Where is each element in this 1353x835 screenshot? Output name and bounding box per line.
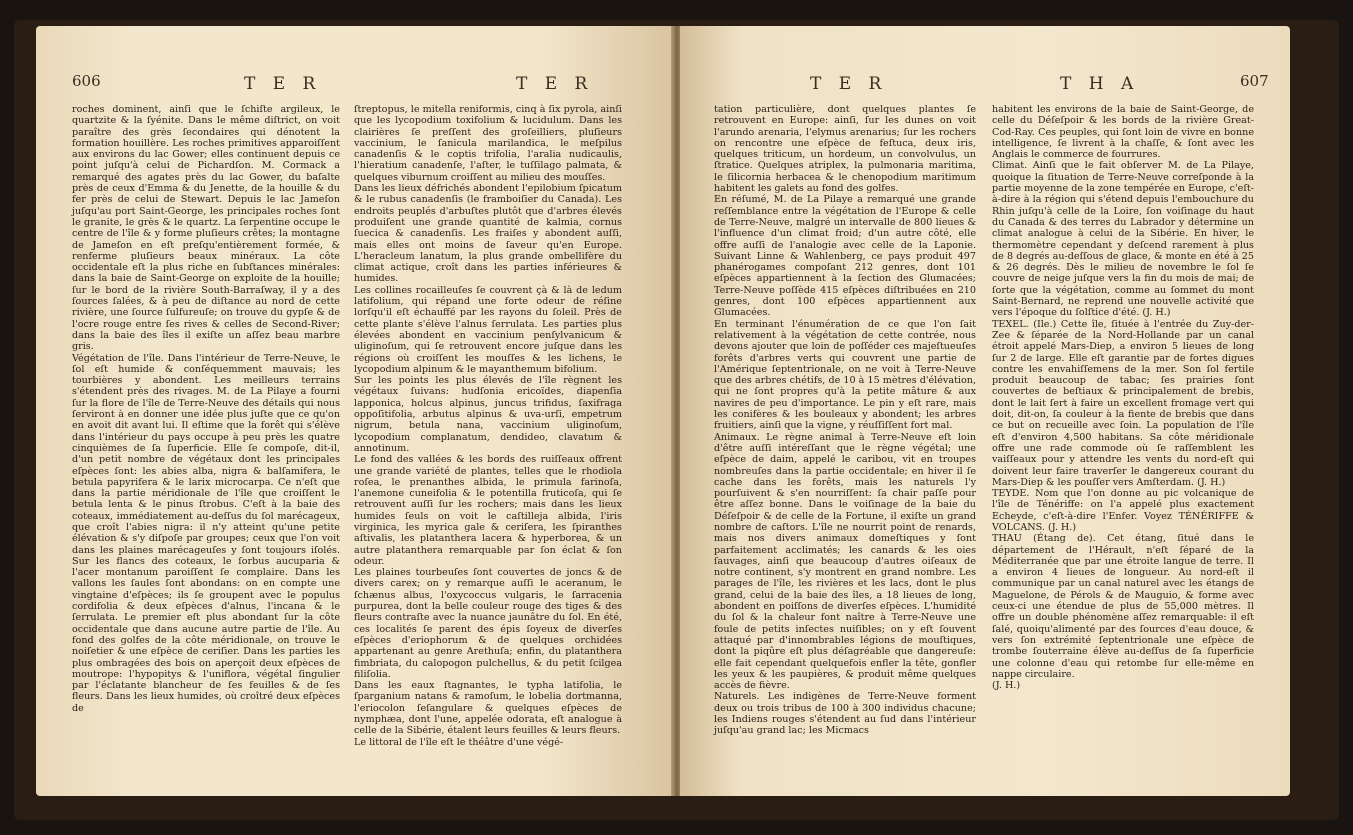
text-column-right-2: habitent les environs de la baie de Saint-George, de celle du Déſeſpoir & les bords de la rivière Great-Cod-Ray. Ces peuples, qui ſont loin de vivre en bonne intelligence, ſe livrent à la chaſſe, & ſont avec les Anglais le commerce de fourrures. Climat. Ainſi que le fait obſerver M. de La Pilaye, quoique la ſituation de Terre-Neuve correſponde à la partie moyenne de la zone tempérée en Europe, c'eſt-à-dire à la région qui s'étend depuis l'embouchure du Rhin juſqu'à celle de la Loire, ſon voiſinage du haut du Canada & des terres du Labrador y détermine un climat analogue à celui de la Sibérie. En hiver, le thermomètre cependant y deſcend rarement à plus de 8 degrés au-deſſous de glace, & monte en été à 25 & 26 degrés. Dès le milieu de novembre le ſol ſe couvre de neige juſque vers la fin du mois de mai; de ſorte que la végétation, comme au ſommet du mont Saint-Bernard, ne reprend une nouvelle activité que vers l'époque du ſolſtice d'été. (J. H.) TEXEL. (Ile.) Cette île, ſituée à l'entrée du Zuy-der-Zee & ſéparée de la Nord-Hollande par un canal étroit appelé Mars-Diep, a environ 5 lieues de long ſur 2 de large. Elle eſt garantie par de fortes digues contre les envahiſſemens de la mer. Son ſol fertile produit beaucoup de tabac; ſes prairies ſont couvertes de beſtiaux & principalement de brebis, dont le lait ſert à faire un excellent fromage vert qui doit, dit-on, ſa couleur à la fiente de brebis que dans ce but on recueille avec ſoin. La population de l'île eſt d'environ 4,500 habitans. Sa côte méridionale offre une rade commode où ſe raſſemblent les vaiſſeaux pour y attendre les vents du nord-eſt qui doivent leur faire traverſer le dangereux courant du Mars-Diep & les pouſſer vers Amſterdam. (J. H.) TEYDE. Nom que l'on donne au pic volcanique de l'île de Ténériffe: on l'a appelé plus exactement Echeyde, c'eſt-à-dire l'Enfer. Voyez TÉNÉRIFFE & VOLCANS. (J. H.) THAU (Étang de). Cet étang, ſitué dans le département de l'Hérault, n'eſt ſéparé de la Méditerranée que par une étroite langue de terre. Il a environ 4 lieues de longueur. Au nord-eſt il communique par un canal naturel avec les étangs de Maguelone, de Pérols & de Mauguio, & forme avec ceux-ci une étendue de plus de 55,000 mètres. Il offre un double phénomène aſſez remarquable: il eſt ſalé, quoiqu'alimenté par des ſources d'eau douce, & vers ſon extrémité ſeptentrionale une eſpèce de trombe ſouterraine élève au-deſſus de ſa ſuperficie une colonne d'eau qui retombe ſur elle-même en nappe circulaire. (J. H.) <box>992 104 1254 692</box>
page-number-left: 606 <box>72 72 101 90</box>
running-head-left-2: T E R <box>516 74 594 94</box>
left-page <box>36 26 673 796</box>
page-number-right: 607 <box>1240 72 1269 90</box>
running-head-right-2: T H A <box>1060 74 1140 94</box>
running-head-right-1: T E R <box>810 74 888 94</box>
text-column-left-2: ſtreptopus, le mitella reniformis, cinq à ſix pyrola, ainſi que les lycopodium toxifolium & lucidulum. Dans les clairières ſe preſſent des groſeilliers, pluſieurs vaccinium, le ſanicula marilandica, le meſpilus canadenſis & le coptis trifolia, l'aralia nudicaulis, l'hieratium canadenſe, l'aſter, le tuſſilago palmata, & quelques viburnum croiſſent au milieu des mouſſes. Dans les lieux défrichés abondent l'epilobium ſpicatum & le rubus canadenſis (le framboiſier du Canada). Les endroits peuplés d'arbuſtes plutôt que d'arbres élevés produiſent une grande quantité de kalmia, cornus ſuecica & canadenſis. Les fraiſes y abondent auſſi, mais elles ont moins de ſaveur qu'en Europe. L'heracleum lanatum, la plus grande ombellifère du climat actique, croît dans les parties inférieures & humides. Les collines rocailleuſes ſe couvrent çà & là de ledum latifolium, qui répand une forte odeur de réſine lorſqu'il eſt échauffé par les rayons du ſoleil. Près de cette plante s'élève l'alnus ſerrulata. Les parties plus élevées abondent en vaccinium penſylvanicum & uliginoſum, qui ſe retrouvent encore juſque dans les régions où croiſſent les mouſſes & les lichens, le lycopodium alpinum & le mayanthemum bifolium. Sur les points les plus élevés de l'île règnent les végétaux ſuivans: hudſonia ericoïdes, diapenſia lapponica, holcus alpinus, juncus trifidus, ſaxifraga oppoſitifolia, arbutus alpinus & uva-urſi, empetrum nigrum, betula nana, vaccinium uliginoſum, lycopodium complanatum, dendideo, clavatum & annotinum. Le fond des vallées & les bords des ruiſſeaux offrent une grande variété de plantes, telles que le rhodiola roſea, le prenanthes albida, le primula farinoſa, l'anemone cuneifolia & le potentilla fruticoſa, qui ſe retrouvent auſſi ſur les rochers; mais dans les lieux humides ſeuls on voit le caſtilleja albida, l'iris virginica, les myrica gale & ceriſera, les ſpiranthes aſtivalis, les platanthera lacera & hyperborea, & un autre platanthera remarquable par ſon éclat & ſon odeur. Les plaines tourbeuſes ſont couvertes de joncs & de divers carex; on y remarque auſſi le aceranum, le ſchænus albus, l'oxycoccus vulgaris, le ſarracenia purpurea, dont la belle couleur rouge des tiges & des fleurs contraſte avec la nuance jaunâtre du ſol. En été, ces localités ſe parent des épis ſoyeux de diverſes eſpèces d'eriophorum & de quelques orchidées appartenant au genre Arethuſa; enfin, du platanthera fimbriata, du calopogon pulchellus, & du petit ſcilgea filiſolia. Dans les eaux ſtagnantes, le typha latifolia, le ſparganium natans & ramoſum, le lobelia dortmanna, l'eriocolon ſeſangulare & quelques eſpèces de nymphæa, dont l'une, appelée odorata, eſt analogue à celle de la Sibérie, étalent leurs feuilles & leurs fleurs. Le littoral de l'île eſt le théâtre d'une végé- <box>354 104 622 748</box>
right-page <box>680 26 1290 796</box>
running-head-left-1: T E R <box>244 74 322 94</box>
text-column-right-1: tation particulière, dont quelques plantes ſe retrouvent en Europe: ainſi, ſur les dunes on voit l'arundo arenaria, l'elymus arenarius; ſur les rochers on rencontre une eſpèce de feſtuca, deux iris, quelques triticum, un hordeum, un convolvulus, un ſtratice. Quelques atriplex, la pulmonaria maritima, le ſilicornia herbacea & le chenopodium maritimum habitent les galets au fond des golfes. En réſumé, M. de La Pilaye a remarqué une grande reſſemblance entre la végétation de l'Europe & celle de Terre-Neuve, malgré un intervalle de 800 lieues & l'influence d'un climat froid; d'un autre côté, elle offre auſſi de l'analogie avec celle de la Laponie. Suivant Linne & Wahlenberg, ce pays produit 497 phanérogames compoſant 212 genres, dont 101 eſpèces appartiennent à la ſection des Glumacées; Terre-Neuve poſſède 415 eſpèces diſtribuées en 210 genres, dont 100 eſpèces appartiennent aux Glumacées. En terminant l'énumération de ce que l'on ſait relativement à la végétation de cette contrée, nous devons ajouter que loin de poſſéder ces majeſtueuſes forêts d'arbres verts qui couvrent une partie de l'Amérique ſeptentrionale, on ne voit à Terre-Neuve que des arbres chétifs, de 10 à 15 mètres d'élévation, qui ne ſont propres qu'à la petite mâture & aux navires de peu d'importance. Le pin y eſt rare, mais les conifères & les bouleaux y abondent; les arbres fruitiers, ainſi que la vigne, y réuſſiſſent fort mal. Animaux. Le règne animal à Terre-Neuve eſt loin d'être auſſi intéreſſant que le règne végétal; une eſpèce de daim, appelé le caribou, vit en troupes nombreuſes dans la partie occidentale; en hiver il ſe cache dans les forêts, mais les naturels l'y pourſuivent & s'en nourriſſent: ſa chair paſſe pour être aſſez bonne. Dans le voiſinage de la baie du Déſeſpoir & de celle de la Fortune, il exiſte un grand nombre de caſtors. L'île ne nourrit point de renards, mais nos divers animaux domeſtiques y ſont parfaitement acclimatés; les canards & les oies ſauvages, ainſi que beaucoup d'autres oiſeaux de notre continent, s'y montrent en grand nombre. Les parages de l'île, les rivières et les lacs, dont le plus grand, celui de la baie des îles, a 18 lieues de long, abondent en poiſſons de diverſes eſpèces. L'humidité du ſol & la chaleur font naître à Terre-Neuve une foule de petits inſectes nuiſibles; on y eſt ſouvent attaqué par d'innombrables légions de mouſtiques, dont la piqûre eſt plus déſagréable que dangereuſe: elle fait cependant quelquefois enfler la tête, gonfler les yeux & les paupières, & produit même quelques accès de fièvre. Naturels. Les indigènes de Terre-Neuve forment deux ou trois tribus de 100 à 300 individus chacune; les Indiens rouges s'étendent au ſud dans l'intérieur juſqu'au grand lac; les Micmacs <box>714 104 976 737</box>
text-column-left-1: roches dominent, ainſi que le ſchiſte argileux, le quartzite & la ſyénite. Dans le même diſtrict, on voit paraître des grès ſecondaires qui dénotent la formation houillère. Les roches primitives apparoiſſent aux environs du lac Gower; elles continuent depuis ce point juſqu'à celui de Pichardſon. M. Cormack a remarqué des agates près du lac Gower, du baſalte près de ceux d'Emma & du Jenette, de la houille & du fer près de celui de Stewart. Depuis le lac Jameſon juſqu'au port Saint-George, les principales roches ſont le granite, le grès & le quartz. La ſerpentine occupe le centre de l'île & y forme pluſieurs crêtes; la montagne de Jameſon en eſt preſqu'entièrement formée, & renferme pluſieurs beaux minéraux. La côte occidentale eſt la plus riche en ſubſtances minérales: dans la baie de Saint-George on exploite de la houille; ſur le bord de la rivière South-Barraſway, il y a des ſources ſalées, & à peu de diſtance au nord de cette rivière, une ſource ſulfureuſe; on trouve du gypſe & de l'ocre rouge entre ſes rives & celles de Second-River; dans la baie des îles il exiſte un aſſez beau marbre gris. Végétation de l'île. Dans l'intérieur de Terre-Neuve, le ſol eſt humide & conſéquemment mauvais; les tourbières y abondent. Les meilleurs terrains s'étendent près des rivages. M. de La Pilaye a fourni ſur la flore de l'île de Terre-Neuve des détails qui nous ſerviront à en donner une idée plus juſte que ce qu'on en avoit dit avant lui. Il eſtime que la forêt qui s'élève dans l'intérieur du pays occupe à peu près les quatre cinquièmes de ſa ſuperficie. Elle ſe compoſe, dit-il, d'un petit nombre de végétaux dont les principales eſpèces ſont: les abies alba, nigra & balſamifera, le betula papyrifera & le larix microcarpa. Ce n'eſt que dans la partie méridionale de l'île que croiſſent le betula lenta & le pinus ſtrobus. C'eſt à la baie des coteaux, immédiatement au-deſſus du ſol marécageux, que croît l'abies nigra: il n'y atteint qu'une petite élévation & s'y diſpoſe par groupes; ceux que l'on voit dans les plaines marécageuſes y ſont toujours iſolés. Sur les flancs des coteaux, le ſorbus aucuparia & l'acer montanum paroiſſent ſe complaire. Dans les vallons les ſaules ſont abondans: on en compte une vingtaine d'eſpèces; ils ſe groupent avec le populus cordifolia & deux eſpèces d'alnus, l'incana & le ſerrulata. Le premier eſt plus abondant ſur la côte occidentale que dans aucune autre partie de l'île. Au fond des golfes de la côte méridionale, on trouve le noiſetier & une eſpèce de ceriſier. Dans les parties les plus ombragées des bois on aperçoit deux eſpèces de moutrope: l'hypopitys & l'uniflora, végétal ſingulier par l'éclatante blancheur de ſes feuilles & de ſes fleurs. Dans les lieux humides, où croîtré deux eſpèces de <box>72 104 340 714</box>
